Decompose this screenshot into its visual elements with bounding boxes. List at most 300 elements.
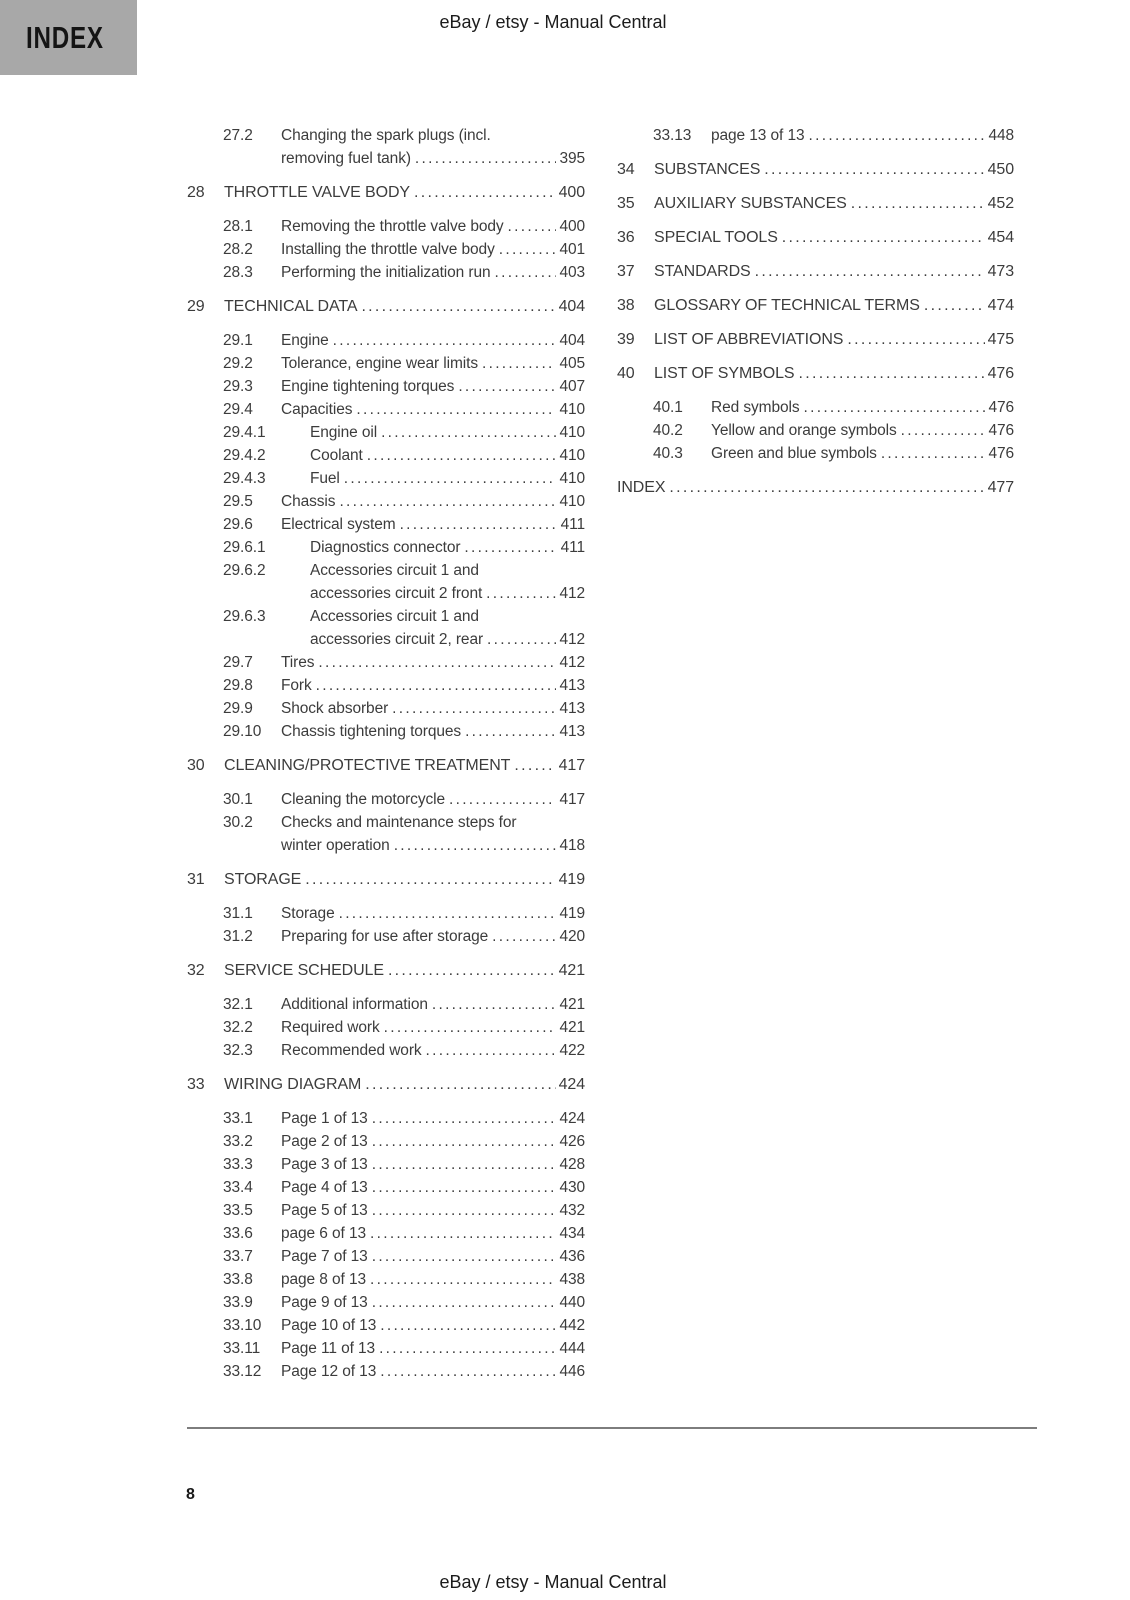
toc-dot-leader (339, 902, 556, 925)
toc-entry-page: 474 (987, 297, 1014, 314)
toc-entry-page: 411 (560, 539, 585, 556)
toc-entry-number: 30 (187, 757, 205, 774)
toc-dot-leader (415, 147, 556, 170)
toc-entry (187, 1039, 585, 1062)
toc-entry-title: Green and blue symbols (711, 445, 877, 462)
footer-title: eBay / etsy - Manual Central (439, 1572, 667, 1592)
toc-entry-page: 417 (558, 757, 585, 774)
toc-entry-title: CLEANING/PROTECTIVE TREATMENT (224, 757, 511, 774)
toc-entry (187, 513, 585, 536)
toc-dot-leader (361, 295, 555, 318)
toc-entry-body (281, 811, 585, 857)
toc-dot-leader (372, 1130, 556, 1153)
toc-entry-title: Red symbols (711, 399, 800, 416)
toc-entry (187, 238, 585, 261)
toc-dot-leader (764, 158, 984, 181)
toc-entry-number: 33.9 (223, 1294, 253, 1311)
toc-entry-number: 32 (187, 962, 205, 979)
toc-entry-number: 32.3 (223, 1042, 253, 1059)
toc-entry (187, 1222, 585, 1245)
toc-entry-body (711, 124, 1014, 147)
toc-entry-page: 421 (559, 996, 585, 1013)
toc-entry-body (224, 868, 585, 891)
toc-entry-body (281, 1245, 585, 1268)
toc-entry-title: STANDARDS (654, 263, 751, 280)
toc-entry-page: 419 (558, 871, 585, 888)
toc-dot-leader (486, 582, 556, 605)
toc-entry-page: 476 (988, 399, 1014, 416)
page-number: 8 (186, 1486, 195, 1503)
toc-entry-title: Engine (281, 332, 329, 349)
toc-entry (187, 1268, 585, 1291)
toc-entry-page: 448 (988, 127, 1014, 144)
toc-entry (617, 419, 1014, 442)
toc-dot-leader (318, 651, 556, 674)
toc-dot-leader (365, 1073, 555, 1096)
toc-entry-title: Storage (281, 905, 335, 922)
toc-entry-number: 28.2 (223, 241, 253, 258)
toc-entry-number: 29.4 (223, 401, 253, 418)
toc-entry (187, 902, 585, 925)
toc-entry-page: 411 (560, 516, 585, 533)
toc-entry-body (617, 476, 1014, 499)
toc-entry (617, 260, 1014, 283)
toc-entry-page: 413 (559, 723, 585, 740)
toc-entry-number: 40 (617, 365, 635, 382)
toc-entry-title: Page 7 of 13 (281, 1248, 368, 1265)
index-tab-label: INDEX (26, 19, 104, 55)
toc-entry-page: 432 (559, 1202, 585, 1219)
toc-entry (617, 442, 1014, 465)
toc-dot-leader (384, 1016, 556, 1039)
toc-entry-page: 436 (559, 1248, 585, 1265)
toc-entry (187, 1291, 585, 1314)
toc-entry-page: 419 (559, 905, 585, 922)
toc-entry (187, 1245, 585, 1268)
toc-entry-page: 407 (559, 378, 585, 395)
toc-entry-body (281, 1291, 585, 1314)
toc-entry-title: Chassis (281, 493, 336, 510)
toc-entry (187, 1107, 585, 1130)
toc-entry-number: 40.2 (653, 422, 683, 439)
toc-entry-body (281, 375, 585, 398)
toc-entry-title: Fork (281, 677, 312, 694)
toc-dot-leader (809, 124, 985, 147)
toc-entry-body (281, 1039, 585, 1062)
toc-entry-title: Capacities (281, 401, 353, 418)
toc-entry-page: 413 (559, 700, 585, 717)
toc-entry-page: 410 (559, 447, 585, 464)
toc-entry-number: 29.4.3 (223, 470, 266, 487)
toc-entry-page: 420 (559, 928, 585, 945)
toc-entry-number: 29.10 (223, 723, 262, 740)
toc-entry (187, 1360, 585, 1383)
toc-entry-title-line: Accessories circuit 1 and (310, 562, 479, 579)
toc-entry-title: Preparing for use after storage (281, 928, 489, 945)
toc-columns (187, 124, 1014, 1383)
toc-entry-body (281, 1176, 585, 1199)
toc-entry-page: 430 (559, 1179, 585, 1196)
header-title: eBay / etsy - Manual Central (439, 12, 667, 32)
toc-entry-body (281, 398, 585, 421)
toc-entry-body (281, 1016, 585, 1039)
toc-entry-body (281, 490, 585, 513)
toc-entry-number: 33.12 (223, 1363, 262, 1380)
toc-entry-body (281, 720, 585, 743)
toc-dot-leader (804, 396, 986, 419)
toc-entry (187, 1199, 585, 1222)
toc-entry (187, 352, 585, 375)
toc-entry-number: 33.6 (223, 1225, 253, 1242)
toc-entry (187, 868, 585, 891)
toc-entry-title: Page 3 of 13 (281, 1156, 368, 1173)
toc-dot-leader (465, 720, 556, 743)
toc-dot-leader (492, 925, 556, 948)
toc-entry-title: Shock absorber (281, 700, 389, 717)
toc-entry (187, 674, 585, 697)
toc-dot-leader (316, 674, 556, 697)
toc-entry-title: WIRING DIAGRAM (224, 1076, 362, 1093)
toc-dot-leader (380, 1314, 556, 1337)
toc-dot-leader (305, 868, 555, 891)
toc-entry-number: 27.2 (223, 127, 253, 144)
toc-entry-body (281, 261, 585, 284)
toc-entry (187, 1314, 585, 1337)
toc-entry-number: 30.1 (223, 791, 253, 808)
toc-entry-number: 29.9 (223, 700, 253, 717)
toc-entry-number: 29.5 (223, 493, 253, 510)
toc-entry-title: removing fuel tank) (281, 150, 411, 167)
toc-entry-body (281, 1337, 585, 1360)
toc-entry-page: 440 (559, 1294, 585, 1311)
toc-entry-number: 38 (617, 297, 635, 314)
toc-entry-title: Page 1 of 13 (281, 1110, 368, 1127)
toc-entry-body (711, 396, 1014, 419)
toc-entry-page: 410 (559, 424, 585, 441)
toc-entry (187, 697, 585, 720)
toc-entry-title: Diagnostics connector (310, 539, 461, 556)
toc-dot-leader (449, 788, 556, 811)
toc-entry-title: Chassis tightening torques (281, 723, 462, 740)
toc-dot-leader (414, 181, 556, 204)
toc-entry-page: 404 (559, 332, 585, 349)
toc-entry-number: 33 (187, 1076, 205, 1093)
toc-entry-body (224, 1073, 585, 1096)
toc-entry (617, 476, 1014, 499)
toc-entry-title: Removing the throttle valve body (281, 218, 504, 235)
toc-entry-body (281, 1107, 585, 1130)
toc-dot-leader (392, 697, 556, 720)
toc-entry (187, 467, 585, 490)
toc-dot-leader (388, 959, 556, 982)
toc-dot-leader (370, 1268, 556, 1291)
toc-entry (187, 1176, 585, 1199)
toc-entry-number: 30.2 (223, 814, 253, 831)
toc-entry (187, 295, 585, 318)
toc-entry-body (281, 1360, 585, 1383)
toc-entry-body (224, 181, 585, 204)
toc-entry (617, 362, 1014, 385)
toc-entry-title: winter operation (281, 837, 390, 854)
toc-entry-page: 442 (559, 1317, 585, 1334)
toc-entry-number: 33.8 (223, 1271, 253, 1288)
toc-entry-number: 33.5 (223, 1202, 253, 1219)
toc-entry-page: 434 (559, 1225, 585, 1242)
toc-entry-title: Page 2 of 13 (281, 1133, 368, 1150)
toc-entry (617, 226, 1014, 249)
toc-entry (187, 754, 585, 777)
toc-entry-title: Tires (281, 654, 315, 671)
toc-entry-page: 418 (559, 837, 585, 854)
toc-entry (617, 124, 1014, 147)
toc-entry-number: 33.1 (223, 1110, 253, 1127)
toc-entry-number: 33.2 (223, 1133, 253, 1150)
toc-entry (187, 720, 585, 743)
toc-entry-number: 33.11 (223, 1340, 261, 1357)
toc-entry-title: Recommended work (281, 1042, 422, 1059)
toc-entry-number: 29.3 (223, 378, 253, 395)
toc-entry-page: 452 (987, 195, 1014, 212)
toc-entry (187, 959, 585, 982)
toc-entry-title: Page 5 of 13 (281, 1202, 368, 1219)
toc-entry-body (224, 959, 585, 982)
toc-entry-title: Coolant (310, 447, 363, 464)
toc-entry-page: 422 (559, 1042, 585, 1059)
toc-entry-page: 413 (559, 677, 585, 694)
toc-dot-leader (344, 467, 556, 490)
toc-entry-title: LIST OF ABBREVIATIONS (654, 331, 844, 348)
toc-entry (617, 396, 1014, 419)
toc-entry-number: 40.3 (653, 445, 683, 462)
toc-dot-leader (508, 215, 556, 238)
toc-dot-leader (400, 513, 556, 536)
toc-entry (617, 158, 1014, 181)
toc-dot-leader (669, 476, 984, 499)
toc-dot-leader (372, 1107, 556, 1130)
toc-entry-number: 36 (617, 229, 635, 246)
toc-entry-title: SPECIAL TOOLS (654, 229, 778, 246)
toc-entry (187, 811, 585, 857)
toc-entry-title: Tolerance, engine wear limits (281, 355, 478, 372)
toc-entry (187, 559, 585, 605)
toc-dot-leader (372, 1199, 556, 1222)
toc-entry-page: 400 (558, 184, 585, 201)
toc-entry-body (281, 674, 585, 697)
toc-entry-body (310, 559, 585, 605)
toc-entry-number: 37 (617, 263, 635, 280)
toc-entry-page: 426 (559, 1133, 585, 1150)
toc-entry-page: 446 (559, 1363, 585, 1380)
toc-entry-number: 29.6.1 (223, 539, 266, 556)
toc-entry-body (281, 925, 585, 948)
toc-entry-number: 33.3 (223, 1156, 253, 1173)
toc-entry-number: 29.6.2 (223, 562, 266, 579)
toc-entry-title: Engine oil (310, 424, 378, 441)
toc-entry-title: AUXILIARY SUBSTANCES (654, 195, 847, 212)
toc-entry-title: Performing the initialization run (281, 264, 491, 281)
toc-dot-leader (851, 192, 985, 215)
toc-entry-body (310, 444, 585, 467)
toc-entry-page: 476 (988, 445, 1014, 462)
toc-entry-number: 33.7 (223, 1248, 253, 1265)
toc-dot-leader (482, 352, 556, 375)
toc-entry-title-line: Checks and maintenance steps for (281, 814, 517, 831)
toc-entry-number: 33.4 (223, 1179, 253, 1196)
toc-entry (187, 181, 585, 204)
toc-entry-body (654, 226, 1014, 249)
toc-entry-page: 395 (559, 150, 585, 167)
toc-entry (187, 1016, 585, 1039)
toc-entry-body (654, 294, 1014, 317)
toc-entry-number: 29.4.2 (223, 447, 266, 464)
toc-dot-leader (356, 398, 556, 421)
toc-entry (187, 329, 585, 352)
toc-entry-page: 476 (987, 365, 1014, 382)
toc-entry-title: Page 12 of 13 (281, 1363, 377, 1380)
toc-entry-title: page 8 of 13 (281, 1271, 366, 1288)
toc-entry-number: 29.1 (223, 332, 253, 349)
toc-dot-leader (339, 490, 556, 513)
toc-entry-number: 32.2 (223, 1019, 253, 1036)
toc-entry-title: TECHNICAL DATA (224, 298, 358, 315)
toc-entry-title: Page 11 of 13 (281, 1340, 376, 1357)
toc-dot-leader (901, 419, 985, 442)
toc-entry-page: 424 (559, 1110, 585, 1127)
toc-entry-title: page 13 of 13 (711, 127, 805, 144)
toc-entry-page: 454 (987, 229, 1014, 246)
toc-column-left (187, 124, 585, 1383)
toc-entry-number: 29.4.1 (223, 424, 266, 441)
toc-entry-title: Cleaning the motorcycle (281, 791, 445, 808)
toc-entry-body (310, 421, 585, 444)
toc-entry (187, 1073, 585, 1096)
toc-dot-leader (847, 328, 984, 351)
toc-dot-leader (372, 1245, 556, 1268)
footer-rule (187, 1427, 1037, 1429)
toc-entry-title: THROTTLE VALVE BODY (224, 184, 410, 201)
toc-entry-body (281, 1153, 585, 1176)
toc-entry (187, 421, 585, 444)
toc-entry-number: 33.10 (223, 1317, 262, 1334)
toc-entry (187, 398, 585, 421)
toc-dot-leader (464, 536, 556, 559)
toc-dot-leader (370, 1222, 556, 1245)
toc-entry-page: 477 (987, 479, 1014, 496)
toc-dot-leader (458, 375, 556, 398)
toc-entry-number: 28.3 (223, 264, 253, 281)
toc-entry-body (310, 467, 585, 490)
toc-dot-leader (379, 1337, 556, 1360)
toc-entry-body (711, 419, 1014, 442)
toc-entry-body (310, 605, 585, 651)
toc-entry-body (281, 238, 585, 261)
toc-entry-page: 450 (987, 161, 1014, 178)
toc-entry-body (224, 295, 585, 318)
toc-entry-page: 404 (558, 298, 585, 315)
toc-dot-leader (432, 993, 556, 1016)
toc-entry-body (281, 1130, 585, 1153)
toc-entry-title: Additional information (281, 996, 428, 1013)
toc-entry-body (281, 1314, 585, 1337)
toc-entry-page: 421 (558, 962, 585, 979)
toc-dot-leader (372, 1291, 556, 1314)
toc-entry (187, 1153, 585, 1176)
toc-entry-title: STORAGE (224, 871, 302, 888)
toc-dot-leader (426, 1039, 556, 1062)
toc-entry-title: Required work (281, 1019, 380, 1036)
toc-entry-body (654, 260, 1014, 283)
toc-entry-body (281, 697, 585, 720)
toc-entry-body (310, 536, 585, 559)
toc-entry-number: 31 (187, 871, 205, 888)
toc-entry-page: 403 (559, 264, 585, 281)
toc-entry-title: SUBSTANCES (654, 161, 761, 178)
toc-entry-body (281, 215, 585, 238)
toc-entry (187, 651, 585, 674)
toc-entry-page: 438 (559, 1271, 585, 1288)
toc-entry-page: 428 (559, 1156, 585, 1173)
toc-dot-leader (495, 261, 557, 284)
toc-entry-title: page 6 of 13 (281, 1225, 366, 1242)
toc-dot-leader (798, 362, 984, 385)
toc-entry (187, 124, 585, 170)
toc-entry-page: 412 (559, 631, 585, 648)
toc-entry-page: 400 (559, 218, 585, 235)
toc-entry (187, 1130, 585, 1153)
toc-entry (617, 328, 1014, 351)
toc-entry-body (281, 788, 585, 811)
toc-entry (187, 261, 585, 284)
toc-entry-page: 412 (559, 654, 585, 671)
toc-entry-title: GLOSSARY OF TECHNICAL TERMS (654, 297, 920, 314)
toc-entry-number: 39 (617, 331, 635, 348)
toc-entry-body (654, 362, 1014, 385)
toc-entry-title: Page 4 of 13 (281, 1179, 368, 1196)
toc-dot-leader (367, 444, 556, 467)
toc-entry-title: Page 9 of 13 (281, 1294, 368, 1311)
toc-entry (187, 1337, 585, 1360)
toc-entry (187, 993, 585, 1016)
toc-entry-number: 29.7 (223, 654, 253, 671)
toc-dot-leader (499, 238, 556, 261)
toc-entry (617, 192, 1014, 215)
toc-entry-body (281, 1222, 585, 1245)
toc-entry (187, 215, 585, 238)
toc-entry-page: 473 (987, 263, 1014, 280)
toc-entry (187, 490, 585, 513)
toc-entry (187, 375, 585, 398)
toc-entry-title: INDEX (617, 479, 666, 496)
toc-dot-leader (372, 1153, 556, 1176)
toc-entry-number: 29.6.3 (223, 608, 266, 625)
toc-entry (187, 444, 585, 467)
toc-entry-number: 35 (617, 195, 635, 212)
toc-entry-page: 421 (559, 1019, 585, 1036)
toc-entry-title: accessories circuit 2 front (310, 585, 483, 602)
toc-entry-page: 412 (559, 585, 585, 602)
toc-dot-leader (372, 1176, 556, 1199)
toc-entry-body (281, 902, 585, 925)
toc-entry-page: 424 (558, 1076, 585, 1093)
toc-entry-number: 40.1 (653, 399, 683, 416)
toc-dot-leader (755, 260, 985, 283)
toc-entry-page: 417 (559, 791, 585, 808)
toc-dot-leader (333, 329, 556, 352)
toc-entry-title-line: Changing the spark plugs (incl. (281, 127, 491, 144)
toc-entry-number: 28 (187, 184, 205, 201)
toc-entry-body (281, 352, 585, 375)
toc-entry-body (711, 442, 1014, 465)
